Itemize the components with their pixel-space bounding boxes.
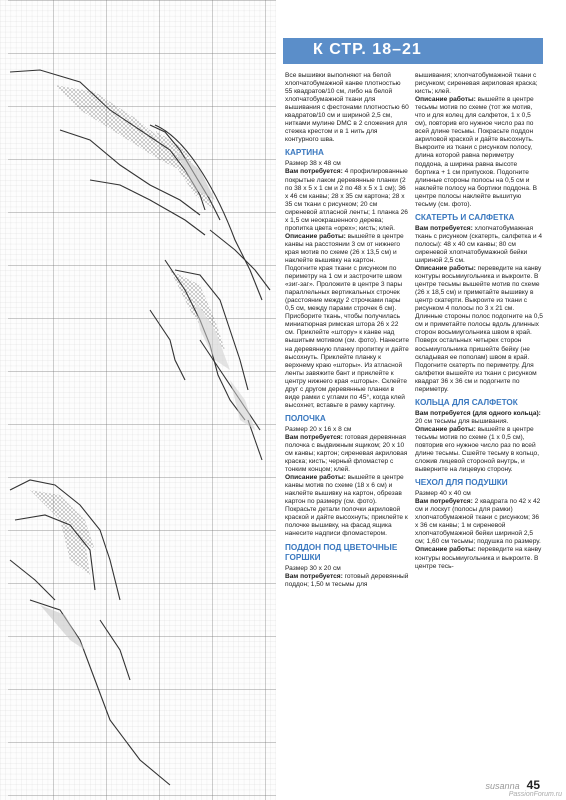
poddon-instructions: Описание работы: вышейте в центре тесьмы мотив по схеме (тот же мотив, что и для колец для салфеток, 1 х 0,5 см), повторив его нужное число раз по всей длине тесьмы. Покрасьте поддон акриловой краской и дайте высохнуть. Выкроите из ткани с рисунком полосу, длина которой равна периметру поддона, а ширина равна высоте бортика + 1 см припусков. Подогните длинные стороны полосы на 0,5 см и наклейте полосу на бортики поддона. В центре полосы наклейте вышитую тесьму (см. фото). [415, 96, 538, 208]
page-footer [486, 778, 540, 792]
magazine-brand: susanna [485, 781, 520, 791]
kartina-instructions: Описание работы: вышейте в центре канвы на расстоянии 3 см от нижнего края мотив по схеме (26 х 13,5 см) и наклейте вышивку на картон. Подогните края ткани с рисунком по периметру на 1 см и застрочите швом «зиг-заг». Проложите в центре 3 пары параллельных вертикальных строчек (расстояние между 2 строчками пары 0,5 см, между парами строчек 6 см). Присборите ткань, чтобы получилась миниатюрная римская штора 26 х 22 см. Приклейте «штору» к канве над вышитым мотивом (см. фото). Нанесите на деревянную планку пропитку и дайте высохнуть. Приклейте планку к верхнему краю «шторы». Из атласной ленты завяжите бант и приклейте к центру нижнего края «шторы». Склейте друг с другом деревянные планки в виде рамки с углами по 45°, когда клей высохнет, вставьте в рамку картину. [285, 232, 409, 409]
section-title-poddon: ПОДДОН ПОД ЦВЕТОЧНЫЕ ГОРШКИ [285, 542, 398, 562]
page-number: 45 [526, 778, 540, 792]
section-title-polochka: ПОЛОЧКА [285, 413, 326, 423]
kolca-materials: Вам потребуется (для одного кольца): 20 см тесьмы для вышивания. [415, 409, 541, 425]
watermark: PassionForum.ru [508, 791, 562, 798]
kartina-materials: Вам потребуется: 4 профилированные покрытые лаком деревянные планки (2 по 38 х 5 х 1 см и 2 по 48 х 5 х 1 см); 36 х 46 см канвы; 28 х 35 см картона; 28 х 35 см ткани с рисунком; 20 см сиреневой атласной ленты; 1 планка 26 х 1,5 см неокрашенного дерева; пропитка цвета «орех»; кисть; клей. [285, 168, 408, 232]
section-title-kolca: КОЛЬЦА ДЛЯ САЛФЕТОК [415, 397, 518, 407]
polochka-instructions: Описание работы: вышейте в центре канвы мотив по схеме (18 х 6 см) и наклейте вышивку на картон, обрезав картон по размеру (см. фото). Покрасьте детали полочки акриловой краской и дайте высохнуть; приклейте к полочке вышивку, на фасад ящика нанесите надписи фломастером. [285, 474, 408, 538]
cross-stitch-chart [0, 0, 276, 800]
polochka-size: Размер 20 х 16 х 8 см [285, 425, 352, 433]
text-column-left [285, 72, 409, 589]
intro-paragraph: Все вышивки выполняют на белой хлопчатобумажной канве плотностью 55 квадратов/10 см, либо на белой хлопчатобумажной ткани для вышивания с фестонами плотностью 60 квадратов/10 см и шириной 2,5 см, нитками мулине DMC в 2 сложения для стежка крестом и в 1 нить для контурного шва. [285, 72, 409, 144]
chehol-materials: Вам потребуется: 2 квадрата по 42 х 42 см и лоскут (полосы для рамки) хлопчатобумажной ткани с рисунком; 36 х 36 см канвы; 1 м сиреневой хлопчатобумажной бейки шириной 2,5 см; 1,60 см тесьмы; подушка по размеру. [415, 498, 541, 546]
kartina-size: Размер 38 х 48 см [285, 160, 341, 168]
chehol-size: Размер 40 х 40 см [415, 490, 471, 498]
polochka-materials: Вам потребуется: готовая деревянная полочка с выдвижным ящиком; 20 х 10 см канвы; картон; сиреневая акриловая краска; кисть; черный фломастер с тонким концом; клей. [285, 433, 408, 474]
poddon-materials-cont: вышивания; хлопчатобумажной ткани с рисунком; сиреневая акриловая краска; кисть; клей. [415, 72, 538, 96]
skatert-materials: Вам потребуется: хлопчатобумажная ткань с рисунком (скатерть, салфетка и 4 полосы): 48 х 40 см канвы; 80 см сиреневой хлопчатобумажной бейки шириной 2,5 см. [415, 224, 543, 264]
kolca-instructions: Описание работы: вышейте в центре тесьмы мотив по схеме (1 х 0,5 см), повторив его нужное число раз по всей длине тесьмы. Сшейте тесьму в кольцо, сложив лицевой стороной внутрь, и выверните на лицевую сторону. [415, 425, 540, 474]
page-title: К СТР. 18–21 [313, 41, 422, 58]
section-header [283, 38, 543, 64]
section-title-kartina: КАРТИНА [285, 148, 324, 158]
skatert-instructions: Описание работы: переведите на канву контуры восьмиугольника и выкроите. В центре тесьмы вышейте мотив по схеме (26 х 18,5 см) и приметайте вышивку в центр скатерти. Выкроите из ткани с рисунком 4 полосы по 3 х 21 см. Длинные стороны полос подогните на 0,5 см и приметайте полосы вдоль длинных сторон восьмиугольника швом в край. Поверх остальных четырех сторон восьмиугольника пришейте бейку (не складывая ее пополам) швом в край. Подогните скатерть по периметру. Для салфетки вышейте из ткани с рисунком квадрат 36 х 36 см и подогните по периметру. [415, 265, 543, 393]
section-title-skatert: СКАТЕРТЬ И САЛФЕТКА [415, 212, 515, 222]
text-column-right [415, 72, 543, 571]
section-title-chehol: ЧЕХОЛ ДЛЯ ПОДУШКИ [415, 478, 508, 488]
poddon-size: Размер 30 х 20 см [285, 564, 341, 572]
chehol-instructions: Описание работы: переведите на канву контуры восьмиугольника и выкроите. В центре тесь- [415, 546, 542, 570]
poddon-materials: Вам потребуется: готовый деревянный поддон; 1,50 м тесьмы для [285, 572, 409, 588]
